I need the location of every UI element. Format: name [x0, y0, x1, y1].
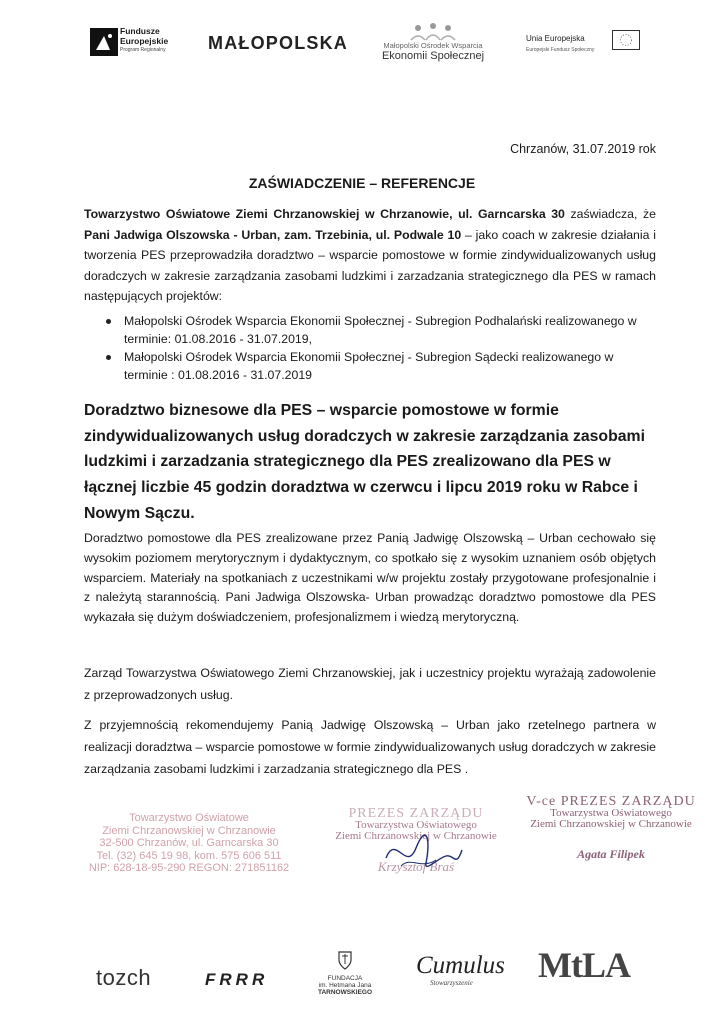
- fe-line2: Europejskie: [120, 36, 169, 46]
- unia-europejska-logo: [516, 26, 640, 62]
- project-item: Małopolski Ośrodek Wsparcia Ekonomii Społecznej - Subregion Podhalański realizowanego w terminie: 01.08.2016 - 31.07.2019,: [100, 312, 660, 348]
- intro-paragraph: [84, 204, 656, 307]
- fundusze-europejskie-logo: [90, 22, 190, 66]
- stamp-line: Tel. (32) 645 19 98, kom. 575 606 511: [96, 849, 282, 862]
- vice-stamp-org1: Towarzystwa Oświatowego: [550, 806, 672, 819]
- evaluation-paragraph: Doradztwo pomostowe dla PES zrealizowane przez Panią Jadwigę Olszowską – Urban cechowało się wysokim poziomem merytorycznym i dydaktycznym, co spotkało się z wysokim uznaniem osób objętych wsparciem. Materiały na spotkaniach z uczestnikami w/w projektu zostały przygotowane profesjonalnie i z należytą starannością. Pani Jadwiga Olszowska- Urban prowadząc doradztwo pomostowe dla PES wykazała się dużym doświadczeniem, profesjonalizmem i wiedzą merytoryczną.: [84, 531, 656, 625]
- president-stamp-org1: Towarzystwa Oświatowego: [355, 818, 477, 831]
- vice-stamp-head: V-ce PREZES ZARZĄDU: [526, 794, 696, 809]
- intro-bold-1: Towarzystwo Oświatowe Ziemi Chrzanowskiej w Chrzanowie, ul. Garncarska 30: [84, 207, 565, 221]
- ue-line1: Unia Europejska: [526, 34, 585, 43]
- crest-icon: [337, 950, 353, 970]
- ue-line2: Europejski Fundusz Społeczny: [526, 47, 595, 53]
- project-item: Małopolski Ośrodek Wsparcia Ekonomii Społecznej - Subregion Sądecki realizowanego w terminie : 01.08.2016 - 31.07.2019: [100, 348, 660, 384]
- stamp-line: Towarzystwo Oświatowe: [129, 812, 249, 824]
- president-stamp-head: PREZES ZARZĄDU: [348, 806, 484, 821]
- vice-president-stamp: [508, 796, 714, 860]
- mtla-logo: MtLA: [538, 945, 630, 985]
- stamp-line: NIP: 628-18-95-290 REGON: 271851162: [88, 862, 290, 874]
- fundacja-line2: im. Hetmana Jana: [318, 982, 372, 989]
- fundacja-tarnowskiego-logo: [305, 950, 385, 996]
- president-stamp-org2: Ziemi Chrzanowskiej w Chrzanowie: [335, 830, 497, 842]
- fundacja-line3: TARNOWSKIEGO: [317, 989, 373, 996]
- intro-bold-2: Pani Jadwiga Olszowska - Urban, zam. Trzebinia, ul. Podwale 10: [84, 227, 462, 242]
- fe-flag-icon: [90, 28, 118, 56]
- cumulus-logo: [416, 952, 505, 987]
- document-date: Chrzanów, 31.07.2019 rok: [510, 142, 656, 156]
- fundacja-line1: FUNDACJA: [327, 975, 363, 982]
- mowes-figures-icon: [403, 22, 463, 42]
- president-name: Krzysztof Braś: [377, 858, 455, 874]
- president-signature: [376, 828, 466, 878]
- fe-line1: Fundusze: [120, 26, 160, 36]
- stamp-line: Ziemi Chrzanowskiej w Chrzanowie: [102, 824, 276, 837]
- malopolska-logo: MAŁOPOLSKA: [208, 33, 348, 53]
- cumulus-text: Cumulus: [416, 952, 505, 979]
- mowes-line1: Małopolski Ośrodek Wsparcia: [383, 41, 483, 50]
- mowes-logo: [378, 20, 488, 70]
- cumulus-sub: Stowarzyszenie: [430, 979, 473, 987]
- fe-line3: Program Regionalny: [120, 47, 166, 53]
- satisfaction-paragraph: Zarząd Towarzystwa Oświatowego Ziemi Chrzanowskiej, jak i uczestnicy projektu wyrażają zadowolenie z przeprowadzonych usług.: [84, 666, 656, 702]
- document-title: ZAŚWIADCZENIE – REFERENCJE: [248, 175, 476, 191]
- vice-name: Agata Filipek: [577, 846, 645, 861]
- intro-text-1: zaświadcza, że: [564, 207, 656, 221]
- intro-text-2: – jako coach w zakresie działania i tworzenia PES przeprowadziła doradztwo – wsparcie pomostowe w formie zindywidualizowanych usług doradczych w zakresie zarządzania zasobami ludzkimi i zarzadzania strategicznego dla PES w ramach następujących projektów:: [84, 227, 656, 303]
- tozch-logo: tozch: [96, 965, 152, 990]
- mowes-line2: Ekonomii Społecznej: [381, 50, 485, 62]
- project-list: [100, 312, 660, 384]
- frrr-logo: FRRR: [205, 970, 269, 989]
- organization-stamp: [84, 812, 294, 875]
- vice-stamp-org2: Ziemi Chrzanowskiej w Chrzanowie: [530, 818, 692, 830]
- summary-paragraph: Doradztwo biznesowe dla PES – wsparcie pomostowe w formie zindywidualizowanych usług doradczych w zakresie zarządzania zasobami ludzkimi i zarzadzania strategicznego dla PES zrealizowano dla PES w łącznej liczbie 45 godzin doradztwa w czerwcu i lipcu 2019 roku w Rabce i Nowym Sączu.: [84, 402, 645, 522]
- recommendation-paragraph: Z przyjemnością rekomendujemy Panią Jadwigę Olszowską – Urban jako rzetelnego partnera w realizacji doradztwa – wsparcie pomostowe w formie zindywidualizowanych usług doradczych w zakresie zarządzania zasobami ludzkimi i zarzadzania strategicznego dla PES .: [84, 718, 656, 776]
- eu-flag-icon: [612, 30, 640, 50]
- stamp-line: 32-500 Chrzanów, ul. Garncarska 30: [99, 837, 279, 849]
